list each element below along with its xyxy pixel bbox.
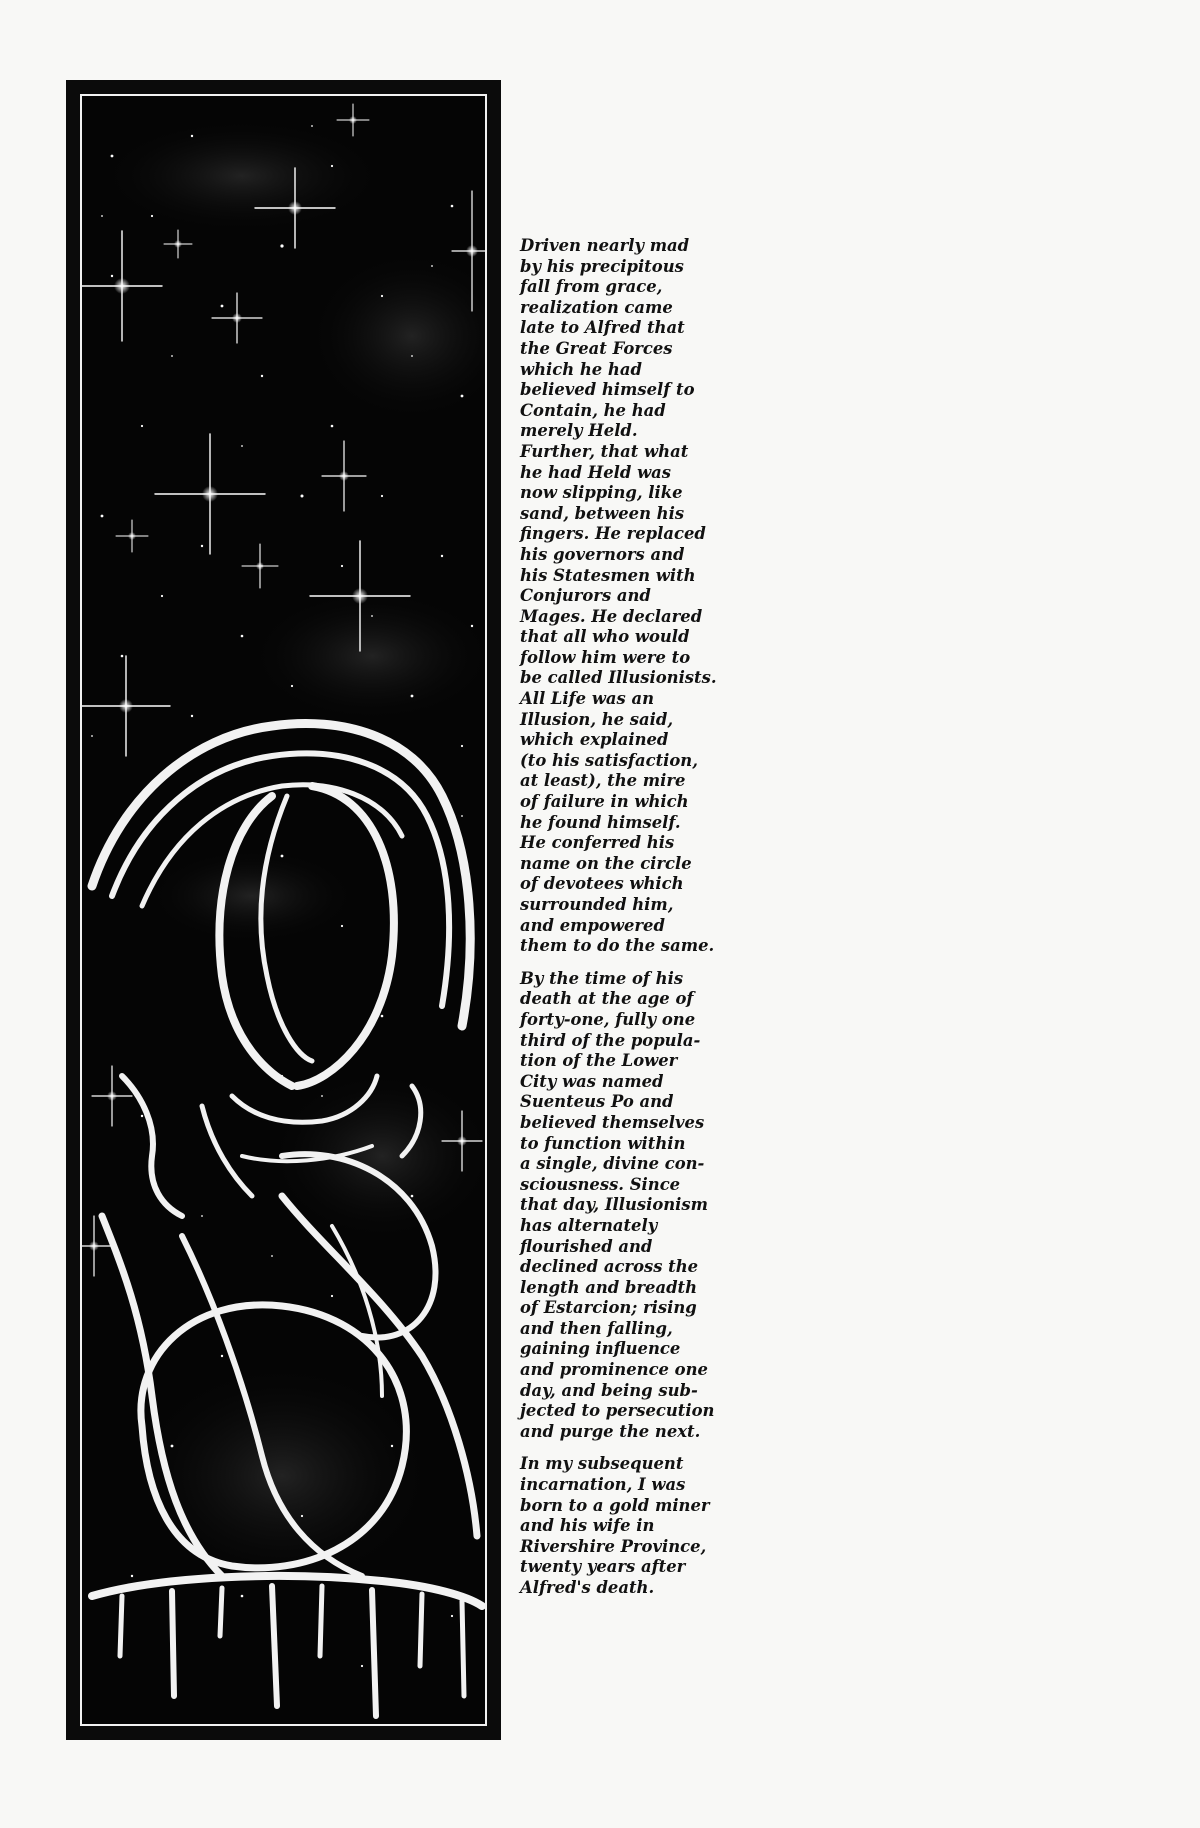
star-sparkle (82, 231, 162, 341)
narrative-text-column (520, 236, 735, 1611)
star-sparkle (242, 544, 278, 588)
star-sparkle (92, 1066, 132, 1126)
star-sparkle (116, 520, 148, 552)
starfield-figure-illustration (82, 96, 485, 1724)
star-sparkle (155, 434, 265, 554)
star-sparkle (82, 656, 170, 756)
paragraph: In my subsequent incarnation, I was born to a gold miner and his wife in Rivershire Province, twenty years after Alfred's death. (520, 1454, 710, 1597)
star-sparkle (322, 441, 366, 511)
star-sparkle (164, 230, 192, 258)
paragraph: Driven nearly mad by his precipitous fall from grace, realization came late to Alfred that the Great Forces which he had believed himself to Contain, he had merely Held. Further, that what he had Held was now slipping, like sand, between his fingers. He replaced his governors and his Statesmen with Conjurors and Mages. He declared that all who would follow him were to be called Illusionists. All Life was an Illusion, he said, which explained (to his satisfaction, at least), the mire of failure in which he found himself. He conferred his name on the circle of devotees which surrounded him, and empowered them to do the same. (520, 236, 717, 956)
paragraph: By the time of his death at the age of forty-one, fully one third of the popula- tion of the Lower City was named Suenteus Po and believed themselves to function within a single, divine con- sciousness. Since that day, Illusionism has alternately flourished and declined across the length and breadth of Estarcion; rising and then falling, gaining influence and prominence one day, and being sub- jected to persecution and purge the next. (520, 968, 715, 1441)
illustration-border (80, 94, 487, 1726)
star-sparkle (212, 293, 262, 343)
illustration-panel (66, 80, 501, 1740)
star-sparkle (337, 104, 369, 136)
